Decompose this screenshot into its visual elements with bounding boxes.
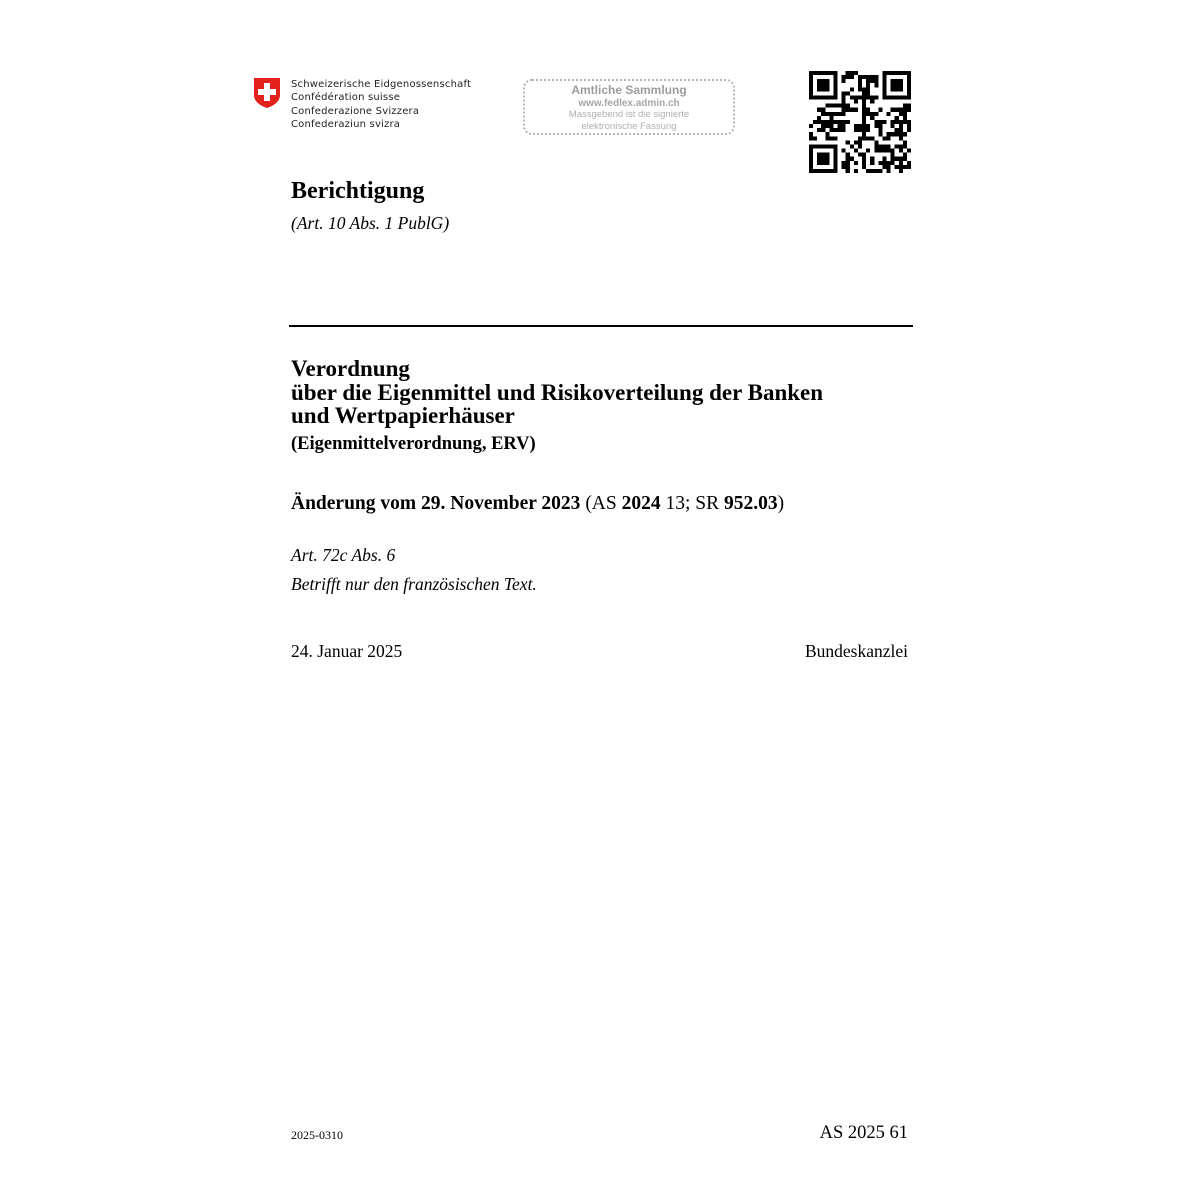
amendment-label: Änderung vom 29. November 2023 — [291, 493, 581, 514]
heading-line: über die Eigenmittel und Risikoverteilung der Banken — [291, 379, 824, 405]
agency-name-block — [291, 78, 471, 131]
document-title: Berichtigung — [291, 178, 425, 204]
document-number: 2025-0310 — [291, 1128, 343, 1142]
signer: Bundeskanzlei — [804, 641, 908, 661]
as-rest: 13; SR — [665, 493, 720, 514]
stamp-note-line2: elektronische Fassung — [581, 121, 677, 132]
agency-line-rm: Confederaziun svizra — [291, 118, 401, 130]
publication-date: 24. Januar 2025 — [291, 641, 403, 661]
short-title: (Eigenmittelverordnung, ERV) — [291, 434, 536, 454]
as-year: 2024 — [621, 493, 661, 514]
swiss-cross-icon — [253, 77, 281, 109]
stamp-url: www.fedlex.admin.ch — [578, 98, 680, 109]
amendment-line — [291, 493, 784, 515]
correction-note: Betrifft nur den französischen Text. — [291, 574, 537, 594]
agency-line-de: Schweizerische Eidgenossenschaft — [291, 79, 472, 90]
agency-line-fr: Confédération suisse — [291, 92, 401, 104]
stamp-title: Amtliche Sammlung — [571, 83, 687, 97]
official-collection-stamp — [523, 79, 735, 135]
heading-line: Verordnung — [291, 356, 410, 381]
as-open: (AS — [585, 493, 617, 514]
legal-basis: (Art. 10 Abs. 1 PublG) — [291, 213, 450, 233]
article-reference: Art. 72c Abs. 6 — [291, 545, 396, 565]
ordinance-heading — [291, 357, 823, 428]
stamp-note-line1: Massgebend ist die signierte — [568, 109, 690, 120]
as-reference: AS 2025 61 — [819, 1123, 908, 1143]
heading-line: und Wertpapierhäuser — [291, 403, 515, 428]
agency-line-it: Confederazione Svizzera — [291, 105, 420, 117]
divider-rule — [289, 325, 913, 327]
sr-number: 952.03 — [724, 493, 778, 514]
qr-code-icon — [809, 71, 911, 173]
amendment-close: ) — [777, 493, 785, 514]
